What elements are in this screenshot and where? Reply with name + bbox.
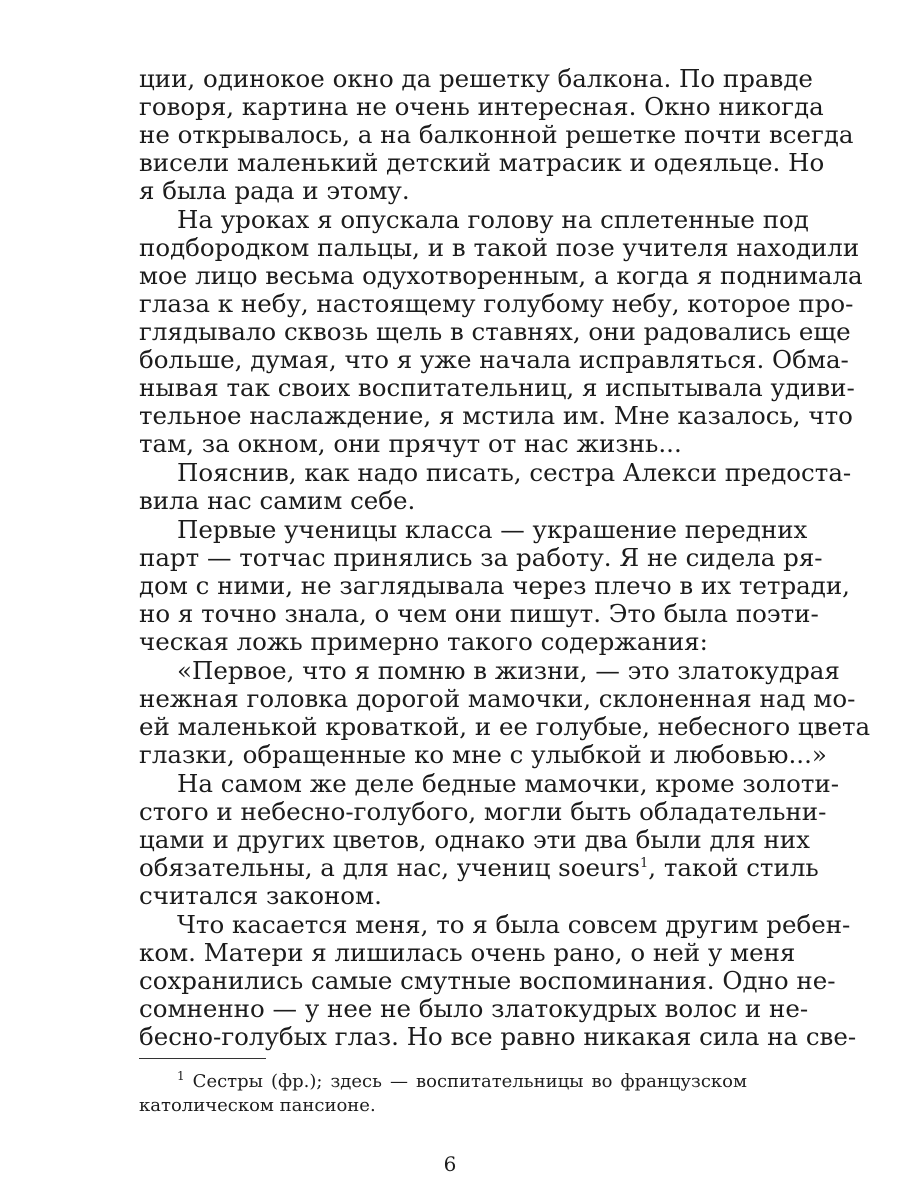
text-line: глядывало сквозь щель в ставнях, они радовались еще [139,317,851,346]
text-line: висели маленький детский матрасик и одеяльце. Но [139,148,825,177]
text-line: бесно-голубых глаз. Но все равно никакая сила на све- [139,1022,857,1051]
text-line: стого и небесно-голубого, могли быть обладательни- [139,797,827,826]
text-line [139,853,819,882]
text-line: там, за окном, они прячут от нас жизнь... [139,429,682,458]
quote-line: нежная головка дорогой мамочки, склоненная над мо- [139,684,856,713]
quote-line: «Первое, что я помню в жизни, — это златокудрая [177,656,840,685]
text-line: мое лицо весьма одухотворенным, а когда я поднимала [139,261,863,290]
footnote-line [139,1071,747,1093]
text-line: не открывалось, а на балконной решетке почти всегда [139,120,854,149]
text-line: ком. Матери я лишилась очень рано, о ней у меня [139,938,796,967]
text-line: вила нас самим себе. [139,486,416,515]
line-text: , такой стиль [648,853,819,882]
text-line: На уроках я опускала голову на сплетенные под [177,205,809,234]
text-line: ческая ложь примерно такого содержания: [139,627,708,656]
text-line: говоря, картина не очень интересная. Окно никогда [139,92,824,121]
text-line: нывая так своих воспитательниц, я испытывала удиви- [139,373,855,402]
text-line: Пояснив, как надо писать, сестра Алекси предоста- [177,458,852,487]
text-line: глаза к небу, настоящему голубому небу, которое про- [139,289,854,318]
text-line: сомненно — у нее не было златокудрых волос и не- [139,994,809,1023]
footnote-mark: 1 [177,1069,185,1083]
text-line: Что касается меня, то я была совсем другим ребен- [177,910,851,939]
text-line: сохранились самые смутные воспоминания. Одно не- [139,966,836,995]
page-number: 6 [443,1152,457,1176]
footnote-line: католическом пансионе. [139,1095,376,1116]
text-line: На самом же деле бедные мамочки, кроме золоти- [177,769,840,798]
footnote-reference: 1 [640,855,649,871]
text-line: цами и других цветов, однако эти два были для них [139,825,810,854]
text-line: подбородком пальцы, и в такой позе учителя находили [139,233,860,262]
text-line: Первые ученицы класса — украшение передних [177,515,808,544]
text-line: считался законом. [139,881,382,910]
quote-line: ей маленькой кроваткой, и ее голубые, небесного цвета [139,712,871,741]
text-line: но я точно знала, о чем они пишут. Это была поэти- [139,599,819,628]
footnote-divider [139,1058,266,1059]
text-line: больше, думая, что я уже начала исправляться. Обма- [139,345,849,374]
text-line: парт — тотчас принялись за работу. Я не сидела ря- [139,543,823,572]
quote-line: глазки, обращенные ко мне с улыбкой и любовью...» [139,740,827,769]
line-text: обязательны, а для нас, учениц soeurs [139,853,641,882]
text-line: ции, одинокое окно да решетку балкона. По правде [139,64,813,93]
footnote-text: Сестры (фр.); здесь — воспитательницы во французском [184,1071,747,1092]
text-line: тельное наслаждение, я мстила им. Мне казалось, что [139,401,853,430]
text-line: дом с ними, не заглядывала через плечо в их тетради, [139,571,850,600]
text-line: я была рада и этому. [139,176,410,205]
